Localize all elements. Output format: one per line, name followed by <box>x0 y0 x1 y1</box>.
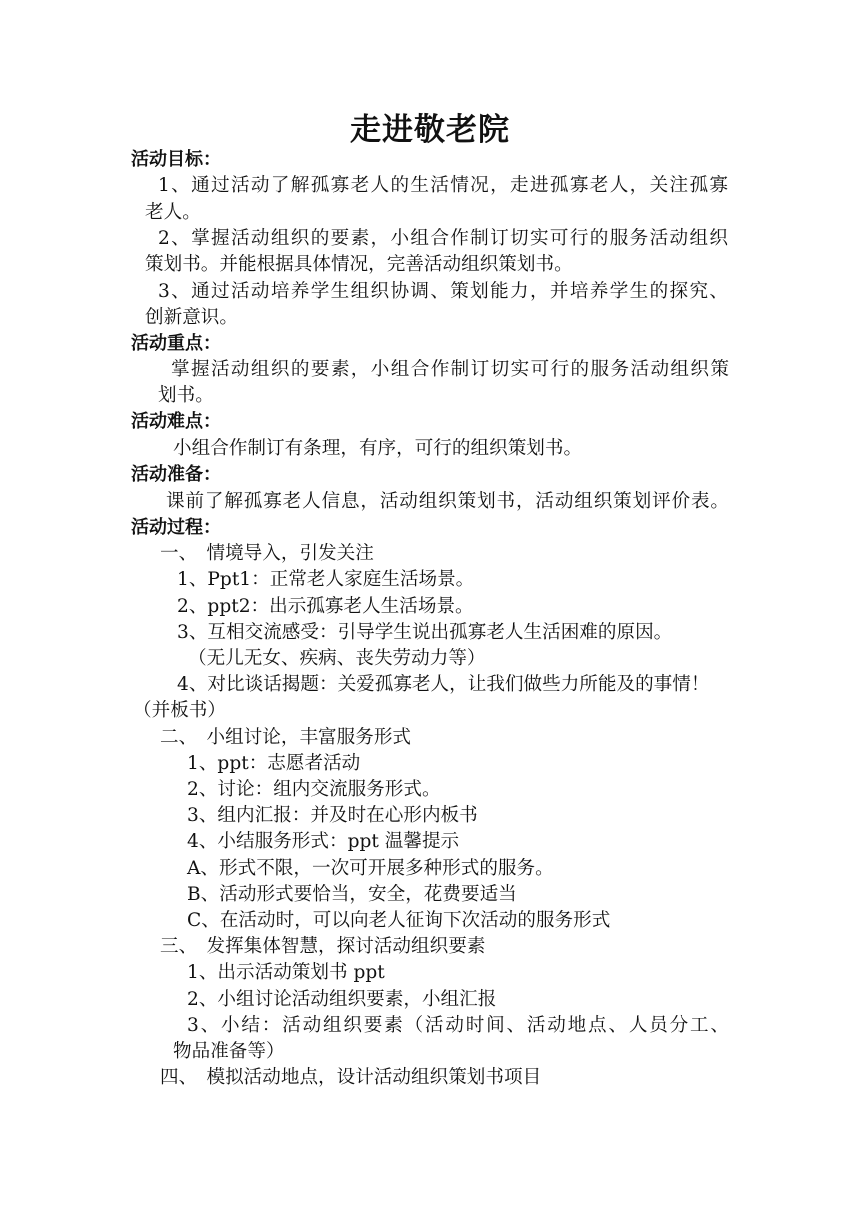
process-line: 2、讨论：组内交流服务形式。 <box>187 779 441 800</box>
difficulties-line: 小组合作制订有条理，有序，可行的组织策划书。 <box>173 438 583 459</box>
goals-heading: 活动目标： <box>131 149 221 170</box>
key-points-heading: 活动重点： <box>131 333 221 354</box>
preparation-line: 课前了解孤寡老人信息，活动组织策划书，活动组织策划评价表。 <box>166 491 729 512</box>
process-line: 3、互相交流感受：引导学生说出孤寡老人生活困难的原因。 <box>177 622 673 643</box>
document-title: 走进敬老院 <box>350 112 510 148</box>
process-line: 1、出示活动策划书 ppt <box>187 962 385 983</box>
process-heading: 活动过程： <box>131 517 221 538</box>
process-section-title: 三、 发挥集体智慧，探讨活动组织要素 <box>160 936 486 957</box>
process-line: 4、小结服务形式：ppt 温馨提示 <box>187 831 460 852</box>
goals-line: 2、掌握活动组织的要素，小组合作制订切实可行的服务活动组织 <box>158 228 728 249</box>
process-line: （并板书） <box>133 700 226 721</box>
goals-line: 策划书。并能根据具体情况，完善活动组织策划书。 <box>145 254 573 275</box>
process-section-title: 一、 情境导入，引发关注 <box>160 543 374 564</box>
process-line: 1、ppt：志愿者活动 <box>187 753 361 774</box>
process-line: 3、组内汇报：并及时在心形内板书 <box>187 805 478 826</box>
process-line: A、形式不限，一次可开展多种形式的服务。 <box>187 858 554 879</box>
process-line: 1、Ppt1：正常老人家庭生活场景。 <box>177 569 475 590</box>
key-points-line: 划书。 <box>158 385 214 406</box>
goals-line: 3、通过活动培养学生组织协调、策划能力，并培养学生的探究、 <box>158 281 728 302</box>
process-line: 4、对比谈话揭题：关爱孤寡老人，让我们做些力所能及的事情！ <box>177 674 710 695</box>
process-line: C、在活动时，可以向老人征询下次活动的服务形式 <box>187 910 611 931</box>
process-section-title: 四、 模拟活动地点，设计活动组织策划书项目 <box>160 1067 542 1088</box>
preparation-heading: 活动准备： <box>131 464 221 485</box>
goals-line: 1、通过活动了解孤寡老人的生活情况，走进孤寡老人，关注孤寡 <box>158 175 728 196</box>
process-section-title: 二、 小组讨论，丰富服务形式 <box>160 727 412 748</box>
process-line: 3、小结：活动组织要素（活动时间、活动地点、人员分工、 <box>187 1015 729 1036</box>
process-line: 2、小组讨论活动组织要素，小组汇报 <box>187 989 497 1010</box>
goals-line: 创新意识。 <box>145 307 238 328</box>
process-line: （无儿无女、疾病、丧失劳动力等） <box>188 648 486 669</box>
goals-line: 老人。 <box>145 202 201 223</box>
key-points-line: 掌握活动组织的要素，小组合作制订切实可行的服务活动组织策 <box>171 359 729 380</box>
process-line: B、活动形式要恰当，安全，花费要适当 <box>187 884 517 905</box>
process-line: 物品准备等） <box>173 1041 285 1062</box>
difficulties-heading: 活动难点： <box>131 411 221 432</box>
process-line: 2、ppt2：出示孤寡老人生活场景。 <box>177 596 474 617</box>
